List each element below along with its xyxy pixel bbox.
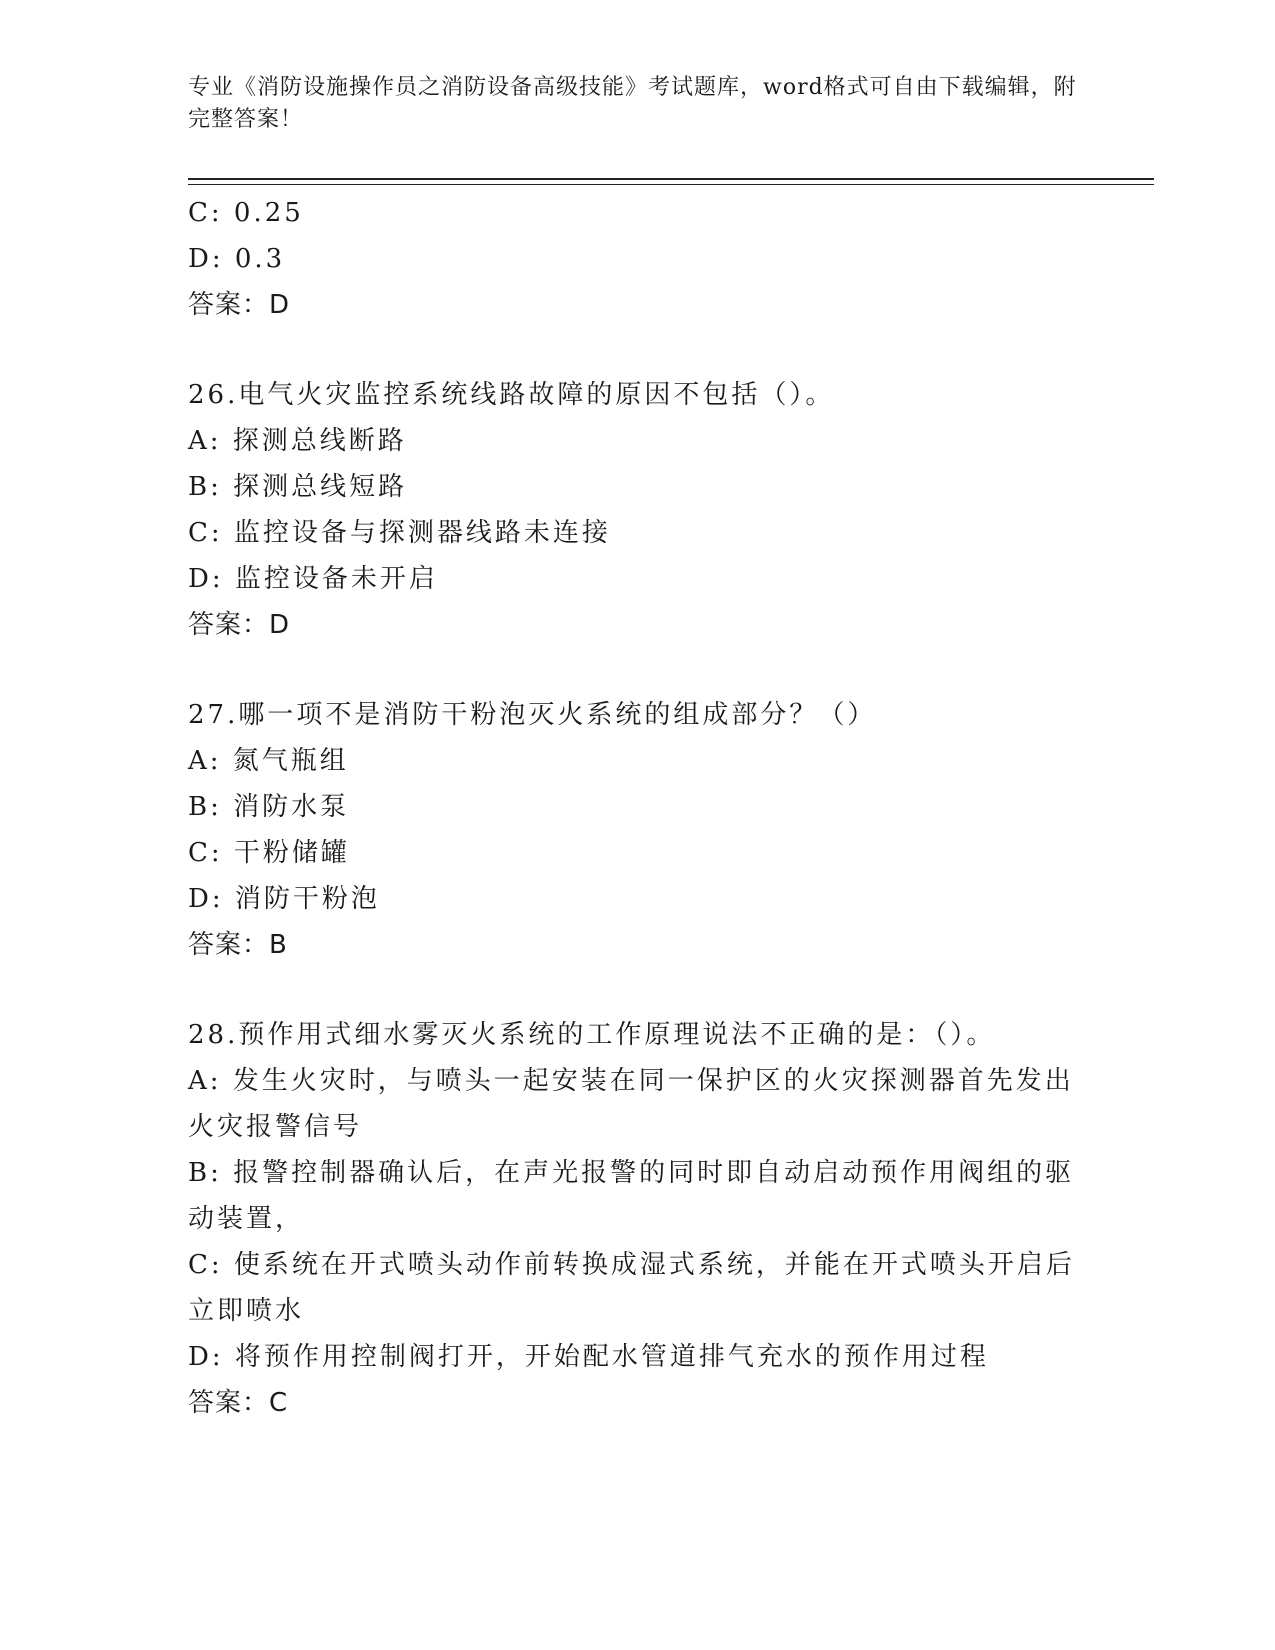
question-stem: 27.哪一项不是消防干粉泡灭火系统的组成部分？（）: [188, 700, 877, 730]
option-b: B: 探测总线短路: [188, 472, 408, 502]
answer-line: 答案：B: [188, 930, 288, 960]
option-a: A: 氮气瓶组: [188, 746, 349, 776]
option-b: B: 消防水泵: [188, 792, 350, 822]
option-d: D: 0.3: [188, 244, 286, 274]
option-d: D: 监控设备未开启: [188, 564, 438, 594]
question-28: [188, 1012, 1088, 1426]
option-a: A: 探测总线断路: [188, 426, 407, 456]
header-rule: [188, 178, 1154, 180]
question-stem: 26.电气火灾监控系统线路故障的原因不包括（）。: [188, 380, 835, 410]
option-d: D: 将预作用控制阀打开，开始配水管道排气充水的预作用过程: [188, 1342, 989, 1372]
partial-question: [188, 190, 1088, 328]
question-26: [188, 372, 1088, 648]
option-c: C: 监控设备与探测器线路未连接: [188, 518, 611, 548]
answer-line: 答案：C: [188, 1388, 289, 1418]
option-c: C: 使系统在开式喷头动作前转换成湿式系统，并能在开式喷头开启后立即喷水: [188, 1250, 1075, 1326]
document-header: 专业《消防设施操作员之消防设备高级技能》考试题库，word格式可自由下载编辑，附完整答案！: [188, 75, 1077, 132]
question-stem: 28.预作用式细水雾灭火系统的工作原理说法不正确的是：（）。: [188, 1020, 996, 1050]
answer-line: 答案：D: [188, 610, 291, 640]
option-d: D: 消防干粉泡: [188, 884, 380, 914]
answer-line: 答案：D: [188, 290, 291, 320]
option-a: A: 发生火灾时，与喷头一起安装在同一保护区的火灾探测器首先发出火灾报警信号: [188, 1066, 1074, 1142]
header-rule-thin: [188, 184, 1154, 185]
option-b: B: 报警控制器确认后，在声光报警的同时即自动启动预作用阀组的驱动装置，: [188, 1158, 1075, 1234]
option-c: C: 0.25: [188, 198, 304, 228]
option-c: C: 干粉储罐: [188, 838, 350, 868]
question-27: [188, 692, 1088, 968]
question-list: [188, 190, 1088, 1426]
